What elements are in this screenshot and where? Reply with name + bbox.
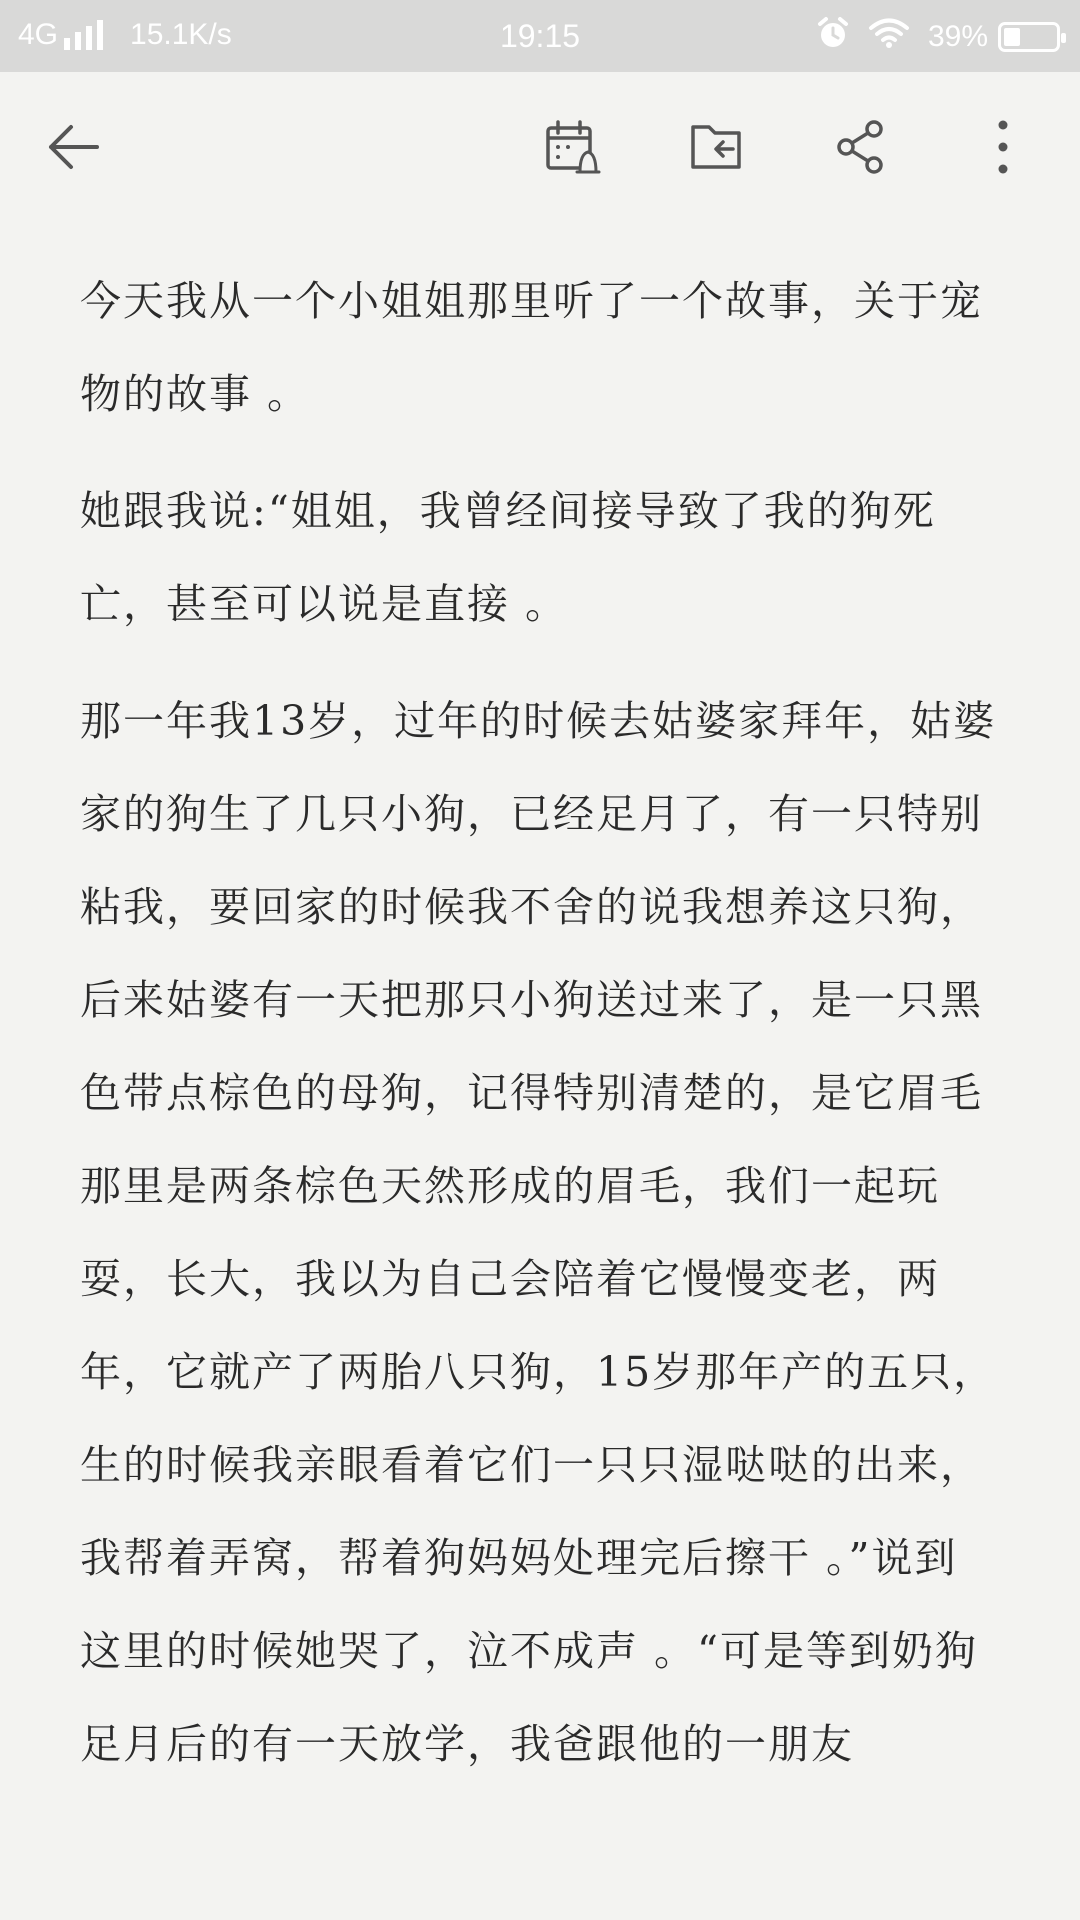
more-options-button[interactable] [968, 112, 1038, 182]
alarm-icon [816, 16, 850, 58]
status-bar [0, 0, 1080, 72]
note-body[interactable] [80, 255, 1000, 1791]
network-type: 4G [18, 18, 59, 51]
note-toolbar [0, 72, 1080, 222]
move-to-folder-button[interactable] [682, 112, 752, 182]
back-arrow-icon [45, 119, 101, 175]
share-button[interactable] [827, 112, 897, 182]
back-button[interactable] [38, 112, 108, 182]
wifi-icon [868, 17, 910, 57]
battery-level-fill [1004, 28, 1020, 46]
status-time: 19:15 [499, 18, 581, 54]
battery-percent: 39% [927, 20, 988, 53]
calendar-reminder-icon [544, 118, 602, 176]
reminder-button[interactable] [538, 112, 608, 182]
battery-icon [998, 22, 1060, 52]
network-speed: 15.1K/s [130, 18, 232, 51]
share-icon [834, 119, 890, 175]
status-bar-right [816, 16, 1060, 58]
note-paragraph: 她跟我说:“姐姐，我曾经间接导致了我的狗死亡，甚至可以说是直接 。 [80, 487, 936, 628]
folder-move-icon [689, 119, 745, 175]
note-paragraph: 那一年我13岁，过年的时候去姑婆家拜年，姑婆家的狗生了几只小狗，已经足月了，有一只特别粘我，要回家的时候我不舍的说我想养这只狗，后来姑婆有一天把那只小狗送过来了，是一只黑色带点棕色的母狗，记得特别清楚的，是它眉毛那里是两条棕色天然形成的眉毛，我们一起玩耍，长大，我以为自己会陪着它慢慢变老，两年，它就产了两胎八只狗，15岁那年产的五只，生的时候我亲眼看着它们一只只湿哒哒的出来，我帮着弄窝，帮着狗妈妈处理完后擦干 。”说到这里的时候她哭了，泣不成声 。“可是等到奶狗足月后的有一天放学，我爸跟他的一朋友 [80, 697, 997, 1768]
more-vertical-icon [993, 119, 1013, 175]
note-paragraph: 今天我从一个小姐姐那里听了一个故事，关于宠物的故事 。 [80, 277, 983, 418]
